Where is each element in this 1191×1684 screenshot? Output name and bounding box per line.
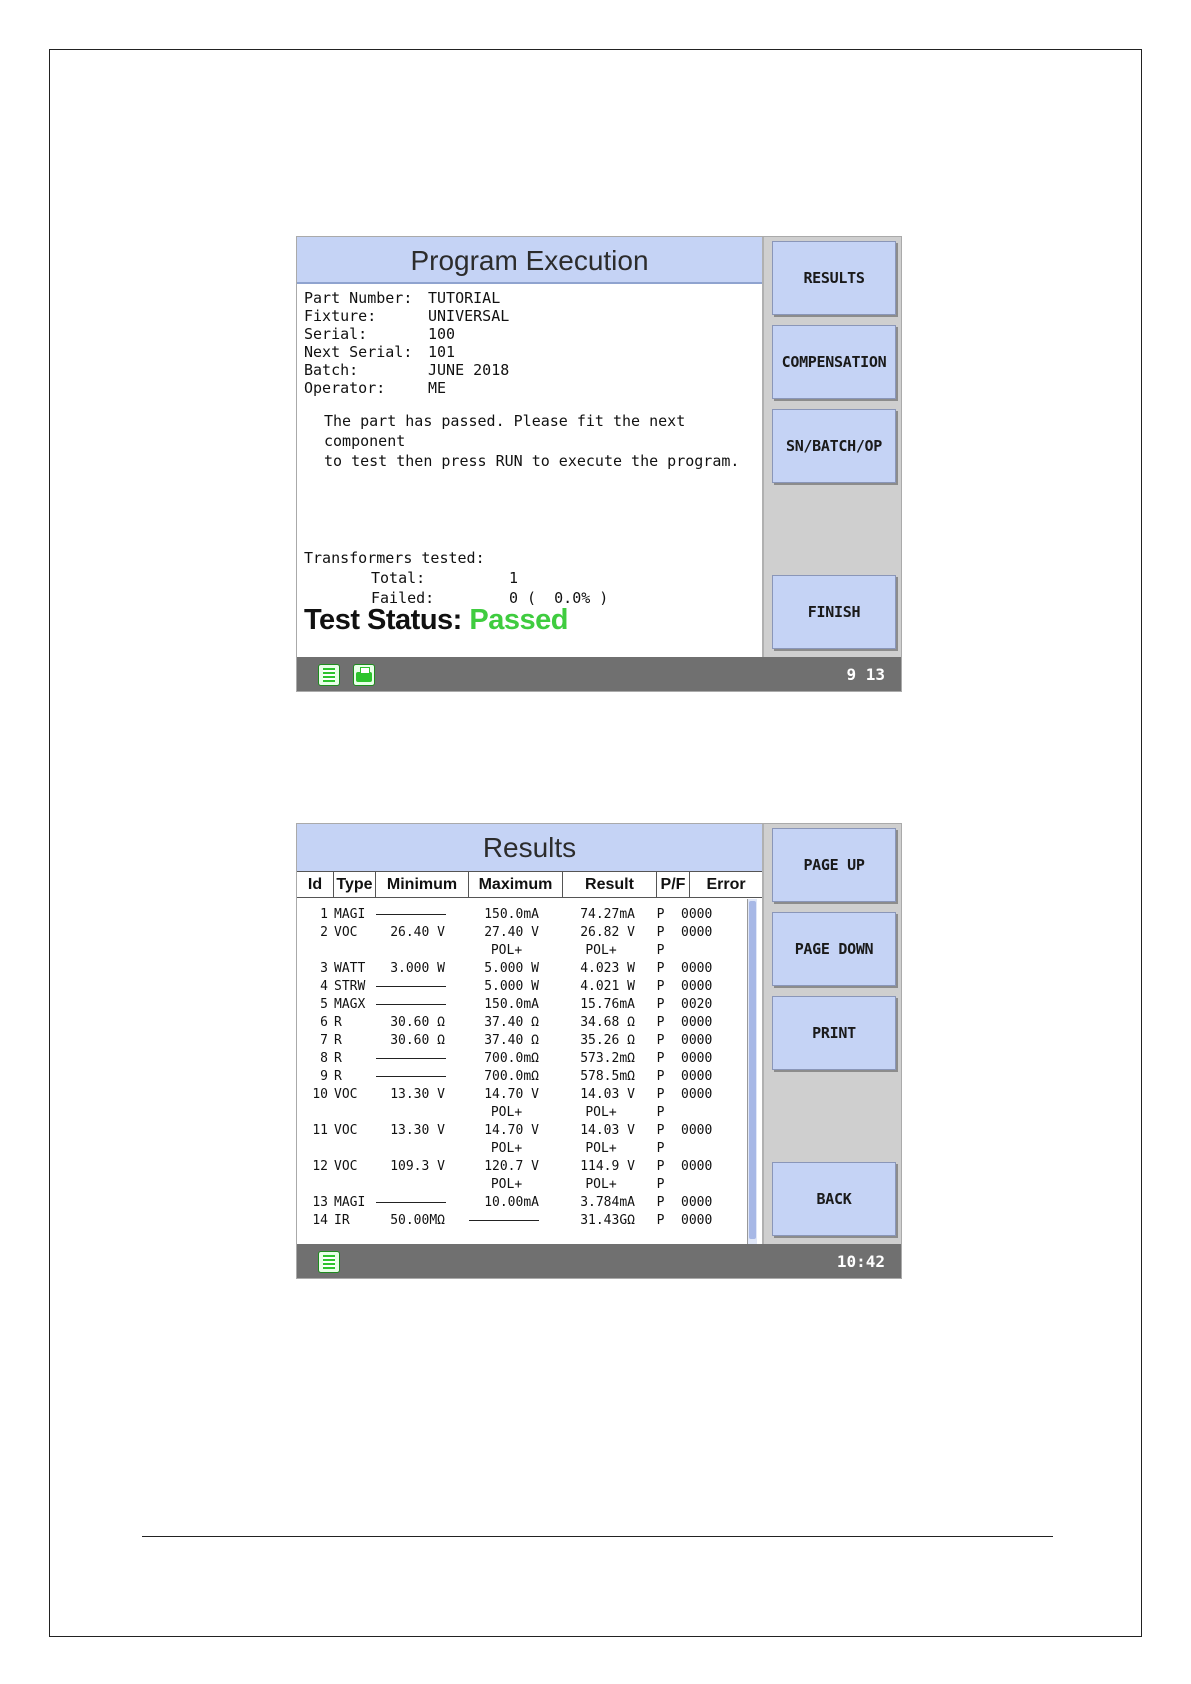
info-value: TUTORIAL xyxy=(428,289,501,307)
cell-minimum xyxy=(376,942,459,960)
cell-minimum: 13.30 V xyxy=(390,1123,445,1138)
list-icon[interactable] xyxy=(318,664,340,686)
info-label: Next Serial: xyxy=(304,343,413,361)
cell-pass-fail: P xyxy=(656,1033,665,1048)
cell-maximum: POL+ xyxy=(490,1177,523,1192)
cell-error xyxy=(673,1104,725,1122)
cell-id: 1 xyxy=(320,907,328,922)
results-table-header xyxy=(297,871,762,898)
table-row xyxy=(297,1158,747,1176)
cell-error: 0000 xyxy=(681,1159,713,1174)
table-row xyxy=(297,1140,747,1158)
cell-error: 0000 xyxy=(681,1213,713,1228)
cell-type: R xyxy=(334,1015,342,1030)
cell-result: 31.43GΩ xyxy=(580,1213,635,1228)
cell-maximum: 150.0mA xyxy=(484,997,539,1012)
cell-error: 0000 xyxy=(681,1069,713,1084)
cell-pass-fail: P xyxy=(656,1069,665,1084)
cell-maximum: 700.0mΩ xyxy=(484,1051,539,1066)
info-label: Part Number: xyxy=(304,289,413,307)
info-row-serial xyxy=(304,325,509,343)
column-header-minimum: Minimum xyxy=(376,872,469,897)
empty-limit-dash xyxy=(469,1220,539,1221)
cell-error xyxy=(673,942,725,960)
table-row xyxy=(297,1014,747,1032)
cell-minimum: 13.30 V xyxy=(390,1087,445,1102)
footer-divider xyxy=(142,1536,1053,1537)
cell-pass-fail: P xyxy=(656,1213,665,1228)
compensation-button[interactable]: COMPENSATION xyxy=(772,325,896,399)
cell-id: 6 xyxy=(320,1015,328,1030)
cell-result: 15.76mA xyxy=(580,997,635,1012)
results-button[interactable]: RESULTS xyxy=(772,241,896,315)
results-table-body xyxy=(297,906,747,1230)
cell-maximum: 5.000 W xyxy=(484,979,539,994)
cell-result: POL+ xyxy=(585,1141,617,1156)
cell-result: 4.021 W xyxy=(580,979,635,994)
page-up-button[interactable]: PAGE UP xyxy=(772,828,896,902)
cell-result: 3.784mA xyxy=(580,1195,635,1210)
cell-error: 0000 xyxy=(681,979,713,994)
info-row-batch xyxy=(304,361,509,379)
total-row xyxy=(304,568,608,588)
page-down-button[interactable]: PAGE DOWN xyxy=(772,912,896,986)
cell-id: 13 xyxy=(312,1195,328,1210)
program-execution-screen xyxy=(296,236,902,692)
cell-error: 0000 xyxy=(681,1033,713,1048)
cell-result: POL+ xyxy=(585,1105,617,1120)
cell-result: 26.82 V xyxy=(580,925,635,940)
cell-maximum xyxy=(459,1212,554,1230)
cell-type: R xyxy=(334,1051,342,1066)
cell-pass-fail: P xyxy=(656,907,665,922)
cell-id xyxy=(297,1140,334,1158)
cell-error: 0000 xyxy=(681,1015,713,1030)
cell-maximum: POL+ xyxy=(490,1105,523,1120)
cell-id: 3 xyxy=(320,961,328,976)
cell-result: 4.023 W xyxy=(580,961,635,976)
side-button-panel xyxy=(762,824,902,1244)
table-row xyxy=(297,906,747,924)
empty-limit-dash xyxy=(376,986,446,987)
cell-error: 0000 xyxy=(681,961,713,976)
scrollbar-thumb[interactable] xyxy=(749,901,756,1239)
column-header-pf: P/F xyxy=(657,872,690,897)
cell-minimum xyxy=(376,1140,459,1158)
cell-minimum xyxy=(376,1050,459,1068)
main-pane xyxy=(297,824,762,1244)
cell-maximum: 5.000 W xyxy=(484,961,539,976)
cell-error xyxy=(673,1176,725,1194)
cell-type: IR xyxy=(334,1213,350,1228)
cell-result: 578.5mΩ xyxy=(580,1069,635,1084)
table-row xyxy=(297,1032,747,1050)
table-row xyxy=(297,1212,747,1230)
cell-minimum xyxy=(376,1104,459,1122)
cell-type xyxy=(334,1176,376,1194)
cell-result: POL+ xyxy=(585,1177,617,1192)
cell-pass-fail: P xyxy=(656,997,665,1012)
cell-error: 0000 xyxy=(681,1195,713,1210)
cell-maximum: 14.70 V xyxy=(484,1123,539,1138)
failed-label: Failed: xyxy=(371,589,435,607)
cell-minimum: 30.60 Ω xyxy=(390,1015,445,1030)
info-value: JUNE 2018 xyxy=(428,361,510,379)
column-header-result: Result xyxy=(563,872,657,897)
program-info xyxy=(304,289,509,397)
cell-minimum xyxy=(376,978,459,996)
cell-pass-fail: P xyxy=(656,1087,665,1102)
cell-result: 74.27mA xyxy=(580,907,635,922)
cell-result: 14.03 V xyxy=(580,1123,635,1138)
status-bar xyxy=(297,1244,902,1279)
info-label: Operator: xyxy=(304,379,386,397)
cell-result: 573.2mΩ xyxy=(580,1051,635,1066)
cell-minimum: 109.3 V xyxy=(390,1159,445,1174)
cell-id: 12 xyxy=(312,1159,328,1174)
cell-maximum: 120.7 V xyxy=(484,1159,539,1174)
cell-maximum: 37.40 Ω xyxy=(484,1015,539,1030)
cell-id: 5 xyxy=(320,997,328,1012)
tested-heading: Transformers tested: xyxy=(304,549,485,567)
cell-error xyxy=(673,1140,725,1158)
table-row xyxy=(297,1176,747,1194)
empty-limit-dash xyxy=(376,1076,446,1077)
table-row xyxy=(297,1122,747,1140)
cell-id: 14 xyxy=(312,1213,328,1228)
cell-type: R xyxy=(334,1069,342,1084)
transformers-tested xyxy=(304,548,608,608)
cell-minimum xyxy=(376,1068,459,1086)
cell-error: 0000 xyxy=(681,907,713,922)
cell-result: 14.03 V xyxy=(580,1087,635,1102)
info-row-next-serial xyxy=(304,343,509,361)
empty-limit-dash xyxy=(376,1004,446,1005)
cell-type: MAGI xyxy=(334,907,366,922)
empty-limit-dash xyxy=(376,1058,446,1059)
cell-result: 114.9 V xyxy=(580,1159,635,1174)
info-label: Batch: xyxy=(304,361,359,379)
cell-minimum: 30.60 Ω xyxy=(390,1033,445,1048)
cell-maximum: POL+ xyxy=(490,1141,523,1156)
info-value: UNIVERSAL xyxy=(428,307,510,325)
cell-type: VOC xyxy=(334,1159,358,1174)
clock: 10:42 xyxy=(836,1252,885,1271)
cell-minimum xyxy=(376,996,459,1014)
cell-minimum xyxy=(376,1194,459,1212)
cell-error: 0000 xyxy=(681,1087,713,1102)
test-status xyxy=(304,604,568,637)
message-line: to test then press RUN to execute the program. xyxy=(324,452,740,470)
main-pane xyxy=(297,237,762,657)
table-row xyxy=(297,996,747,1014)
info-row-operator xyxy=(304,379,509,397)
cell-result: 35.26 Ω xyxy=(580,1033,635,1048)
cell-type: WATT xyxy=(334,961,366,976)
cell-id: 11 xyxy=(312,1123,328,1138)
table-row xyxy=(297,1068,747,1086)
cell-type: MAGI xyxy=(334,1195,366,1210)
printer-icon[interactable] xyxy=(353,664,375,686)
cell-type: R xyxy=(334,1033,342,1048)
column-header-id: Id xyxy=(297,872,334,897)
info-value: 100 xyxy=(428,325,456,343)
cell-maximum: 10.00mA xyxy=(484,1195,539,1210)
message-line: The part has passed. Please fit the next component xyxy=(324,412,686,450)
table-row xyxy=(297,1050,747,1068)
cell-id xyxy=(297,942,334,960)
cell-error: 0000 xyxy=(681,1051,713,1066)
page-title: Results xyxy=(297,824,762,871)
table-row xyxy=(297,1086,747,1104)
failed-value: 0 ( 0.0% ) xyxy=(509,589,609,607)
cell-error: 0000 xyxy=(681,1123,713,1138)
cell-type: VOC xyxy=(334,925,358,940)
info-value: ME xyxy=(428,379,447,397)
cell-maximum: 27.40 V xyxy=(484,925,539,940)
print-button[interactable]: PRINT xyxy=(772,996,896,1070)
table-row xyxy=(297,960,747,978)
sn-batch-op-button[interactable]: SN/BATCH/OP xyxy=(772,409,896,483)
total-label: Total: xyxy=(371,569,426,587)
cell-maximum: POL+ xyxy=(490,943,523,958)
cell-id: 7 xyxy=(320,1033,328,1048)
side-button-panel xyxy=(762,237,902,657)
column-header-type: Type xyxy=(334,872,376,897)
cell-pass-fail: P xyxy=(656,1051,665,1066)
info-label: Serial: xyxy=(304,325,368,343)
cell-type: STRW xyxy=(334,979,366,994)
table-row xyxy=(297,942,747,960)
cell-result: POL+ xyxy=(585,943,617,958)
list-icon[interactable] xyxy=(318,1251,340,1273)
cell-pass-fail: P xyxy=(656,1141,665,1156)
cell-minimum: 3.000 W xyxy=(390,961,445,976)
cell-pass-fail: P xyxy=(656,979,665,994)
cell-pass-fail: P xyxy=(656,1159,665,1174)
table-row xyxy=(297,978,747,996)
status-message xyxy=(324,411,762,471)
empty-limit-dash xyxy=(376,1202,446,1203)
table-row xyxy=(297,924,747,942)
cell-minimum xyxy=(376,906,459,924)
cell-id: 4 xyxy=(320,979,328,994)
table-row xyxy=(297,1104,747,1122)
cell-minimum: 26.40 V xyxy=(390,925,445,940)
cell-type xyxy=(334,1104,376,1122)
cell-result: 34.68 Ω xyxy=(580,1015,635,1030)
results-screen xyxy=(296,823,902,1279)
cell-pass-fail: P xyxy=(656,1015,665,1030)
empty-limit-dash xyxy=(376,914,446,915)
cell-id: 2 xyxy=(320,925,328,940)
cell-pass-fail: P xyxy=(656,925,665,940)
cell-id: 8 xyxy=(320,1051,328,1066)
total-value: 1 xyxy=(509,569,519,587)
cell-id: 10 xyxy=(312,1087,328,1102)
table-row xyxy=(297,1194,747,1212)
status-bar xyxy=(297,657,902,692)
cell-type: VOC xyxy=(334,1123,358,1138)
cell-type xyxy=(334,1140,376,1158)
cell-id: 9 xyxy=(320,1069,328,1084)
cell-pass-fail: P xyxy=(656,1105,665,1120)
cell-type: VOC xyxy=(334,1087,358,1102)
cell-error: 0000 xyxy=(681,925,713,940)
cell-type xyxy=(334,942,376,960)
cell-error: 0020 xyxy=(681,997,713,1012)
column-header-error: Error xyxy=(706,875,746,893)
cell-minimum: 50.00MΩ xyxy=(390,1213,445,1228)
back-button[interactable]: BACK xyxy=(772,1162,896,1236)
cell-pass-fail: P xyxy=(656,961,665,976)
info-label: Fixture: xyxy=(304,307,377,325)
cell-pass-fail: P xyxy=(656,1177,665,1192)
clock: 9 13 xyxy=(846,665,885,684)
cell-id xyxy=(297,1104,334,1122)
test-status-label: Test Status: xyxy=(304,604,462,636)
page-title: Program Execution xyxy=(297,237,762,284)
info-row-fixture xyxy=(304,307,509,325)
cell-minimum xyxy=(376,1176,459,1194)
info-row-part-number xyxy=(304,289,509,307)
finish-button[interactable]: FINISH xyxy=(772,575,896,649)
cell-maximum: 150.0mA xyxy=(484,907,539,922)
cell-maximum: 14.70 V xyxy=(484,1087,539,1102)
cell-type: MAGX xyxy=(334,997,366,1012)
column-header-maximum: Maximum xyxy=(469,872,563,897)
cell-pass-fail: P xyxy=(656,1123,665,1138)
cell-maximum: 700.0mΩ xyxy=(484,1069,539,1084)
test-status-value: Passed xyxy=(469,604,568,636)
cell-pass-fail: P xyxy=(656,1195,665,1210)
cell-id xyxy=(297,1176,334,1194)
cell-pass-fail: P xyxy=(656,943,665,958)
info-value: 101 xyxy=(428,343,456,361)
results-scrollbar[interactable] xyxy=(747,899,757,1244)
cell-maximum: 37.40 Ω xyxy=(484,1033,539,1048)
